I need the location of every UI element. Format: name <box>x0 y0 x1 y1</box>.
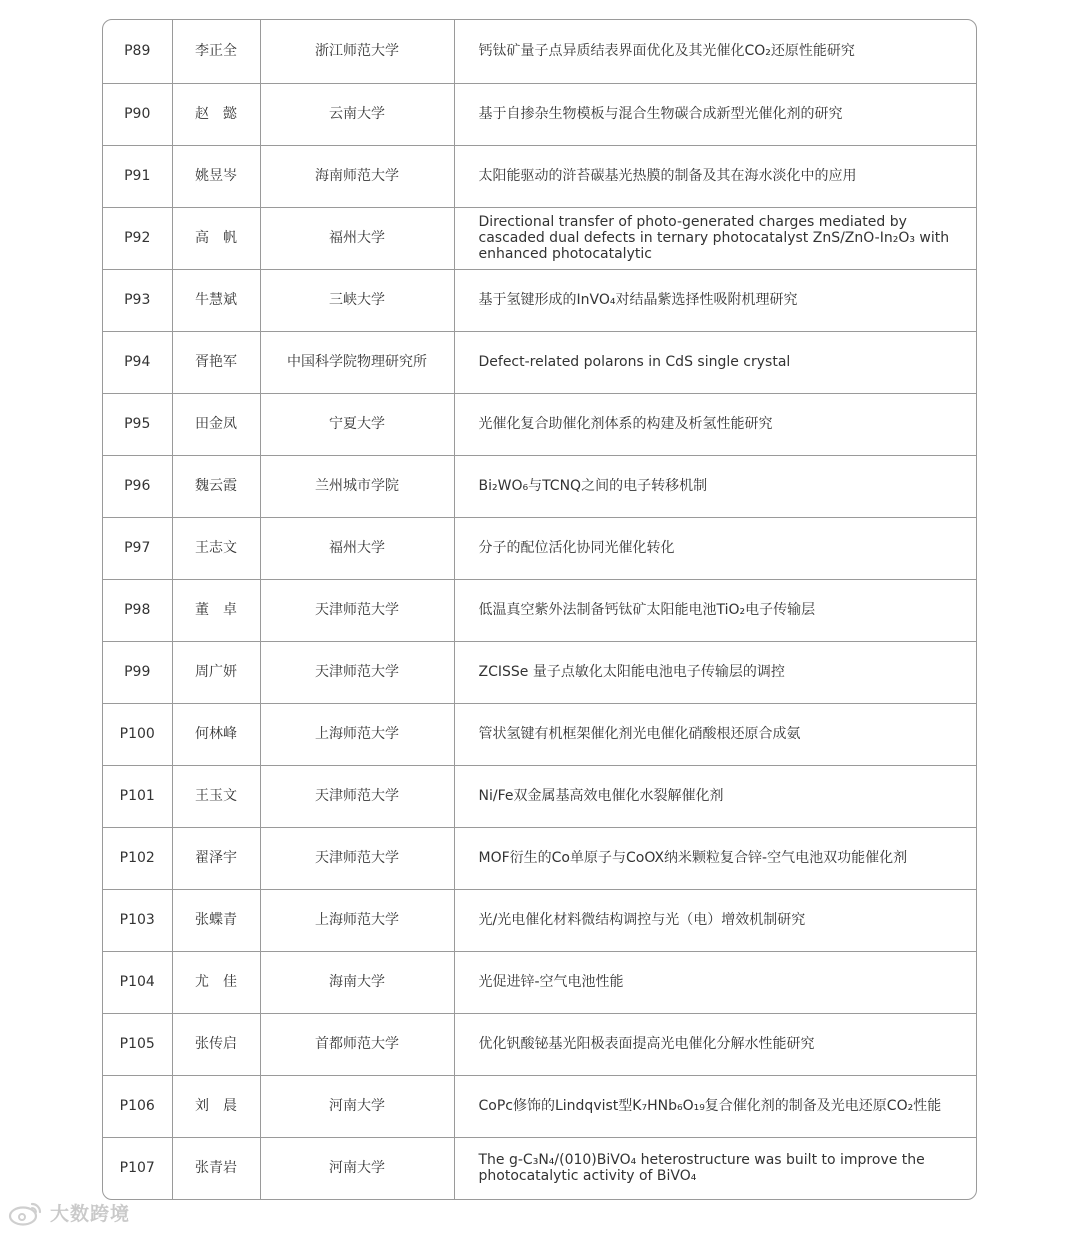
institution: 三峡大学 <box>260 269 454 331</box>
table-row <box>103 145 976 207</box>
institution: 河南大学 <box>260 1137 454 1199</box>
institution: 上海师范大学 <box>260 703 454 765</box>
table-row <box>103 207 976 269</box>
poster-title: 光促进锌-空气电池性能 <box>454 951 976 1013</box>
presenter-name: 周广妍 <box>172 641 260 703</box>
institution: 首都师范大学 <box>260 1013 454 1075</box>
poster-list-table <box>103 20 976 1199</box>
table-row <box>103 269 976 331</box>
poster-id: P93 <box>103 269 172 331</box>
institution: 河南大学 <box>260 1075 454 1137</box>
poster-id: P97 <box>103 517 172 579</box>
presenter-name: 翟泽宇 <box>172 827 260 889</box>
table-row <box>103 827 976 889</box>
presenter-name: 尤 佳 <box>172 951 260 1013</box>
poster-title: 低温真空紫外法制备钙钛矿太阳能电池TiO₂电子传输层 <box>454 579 976 641</box>
poster-id: P104 <box>103 951 172 1013</box>
presenter-name: 张青岩 <box>172 1137 260 1199</box>
poster-id: P101 <box>103 765 172 827</box>
presenter-name: 姚昱岑 <box>172 145 260 207</box>
table-row <box>103 579 976 641</box>
institution: 海南大学 <box>260 951 454 1013</box>
poster-title: 优化钒酸铋基光阳极表面提高光电催化分解水性能研究 <box>454 1013 976 1075</box>
table-row <box>103 393 976 455</box>
table-row <box>103 331 976 393</box>
watermark <box>8 1199 130 1226</box>
presenter-name: 赵 懿 <box>172 83 260 145</box>
table-row <box>103 641 976 703</box>
presenter-name: 刘 晨 <box>172 1075 260 1137</box>
presenter-name: 张传启 <box>172 1013 260 1075</box>
presenter-name: 魏云霞 <box>172 455 260 517</box>
table-row <box>103 765 976 827</box>
institution: 天津师范大学 <box>260 827 454 889</box>
poster-id: P103 <box>103 889 172 951</box>
poster-id: P91 <box>103 145 172 207</box>
poster-title: CoPc修饰的Lindqvist型K₇HNb₆O₁₉复合催化剂的制备及光电还原CO₂性能 <box>454 1075 976 1137</box>
poster-id: P92 <box>103 207 172 269</box>
institution: 福州大学 <box>260 517 454 579</box>
poster-id: P106 <box>103 1075 172 1137</box>
poster-id: P99 <box>103 641 172 703</box>
poster-title: 光催化复合助催化剂体系的构建及析氢性能研究 <box>454 393 976 455</box>
watermark-text: 大数跨境 <box>50 1203 131 1225</box>
poster-title: 光/光电催化材料微结构调控与光（电）增效机制研究 <box>454 889 976 951</box>
table-row <box>103 20 976 83</box>
poster-title: 分子的配位活化协同光催化转化 <box>454 517 976 579</box>
poster-id: P105 <box>103 1013 172 1075</box>
poster-id: P90 <box>103 83 172 145</box>
poster-id: P100 <box>103 703 172 765</box>
poster-id: P98 <box>103 579 172 641</box>
poster-title: 太阳能驱动的浒苔碳基光热膜的制备及其在海水淡化中的应用 <box>454 145 976 207</box>
poster-id: P89 <box>103 20 172 83</box>
institution: 云南大学 <box>260 83 454 145</box>
table-row <box>103 703 976 765</box>
poster-id: P107 <box>103 1137 172 1199</box>
presenter-name: 何林峰 <box>172 703 260 765</box>
poster-id: P94 <box>103 331 172 393</box>
table-row <box>103 517 976 579</box>
table-row <box>103 889 976 951</box>
table-row <box>103 1013 976 1075</box>
poster-title: MOF衍生的Co单原子与CoOX纳米颗粒复合锌-空气电池双功能催化剂 <box>454 827 976 889</box>
poster-title: The g-C₃N₄/(010)BiVO₄ heterostructure was built to improve the photocatalytic activity of BiVO₄ <box>478 1152 925 1185</box>
poster-id: P102 <box>103 827 172 889</box>
table-row <box>103 1075 976 1137</box>
table-row <box>103 951 976 1013</box>
institution: 中国科学院物理研究所 <box>260 331 454 393</box>
table-row <box>103 1137 976 1199</box>
poster-title: Ni/Fe双金属基高效电催化水裂解催化剂 <box>454 765 976 827</box>
poster-list-table-container <box>102 19 977 1200</box>
poster-title: 基于自掺杂生物模板与混合生物碳合成新型光催化剂的研究 <box>454 83 976 145</box>
poster-title: 钙钛矿量子点异质结表界面优化及其光催化CO₂还原性能研究 <box>454 20 976 83</box>
table-row <box>103 455 976 517</box>
presenter-name: 张蝶青 <box>172 889 260 951</box>
institution: 兰州城市学院 <box>260 455 454 517</box>
presenter-name: 王玉文 <box>172 765 260 827</box>
presenter-name: 田金凤 <box>172 393 260 455</box>
institution: 海南师范大学 <box>260 145 454 207</box>
poster-id: P96 <box>103 455 172 517</box>
institution: 上海师范大学 <box>260 889 454 951</box>
poster-id: P95 <box>103 393 172 455</box>
presenter-name: 高 帆 <box>172 207 260 269</box>
institution: 天津师范大学 <box>260 765 454 827</box>
poster-title: Directional transfer of photo-generated charges mediated by cascaded dual defects in ternary photocatalyst ZnS/ZnO-In₂O₃ with enhanced photocatalytic <box>454 207 976 269</box>
weibo-logo-icon <box>8 1200 44 1226</box>
presenter-name: 牛慧斌 <box>172 269 260 331</box>
institution: 浙江师范大学 <box>260 20 454 83</box>
institution: 福州大学 <box>260 207 454 269</box>
institution: 宁夏大学 <box>260 393 454 455</box>
presenter-name: 王志文 <box>172 517 260 579</box>
table-body <box>103 20 976 1199</box>
table-row <box>103 83 976 145</box>
institution: 天津师范大学 <box>260 641 454 703</box>
presenter-name: 董 卓 <box>172 579 260 641</box>
presenter-name: 胥艳军 <box>172 331 260 393</box>
poster-title: 管状氢键有机框架催化剂光电催化硝酸根还原合成氨 <box>454 703 976 765</box>
presenter-name: 李正全 <box>172 20 260 83</box>
poster-title: 基于氢键形成的InVO₄对结晶紫选择性吸附机理研究 <box>454 269 976 331</box>
poster-title: ZCISSe 量子点敏化太阳能电池电子传输层的调控 <box>454 641 976 703</box>
poster-title: Defect-related polarons in CdS single crystal <box>454 331 976 393</box>
institution: 天津师范大学 <box>260 579 454 641</box>
poster-title: Bi₂WO₆与TCNQ之间的电子转移机制 <box>454 455 976 517</box>
